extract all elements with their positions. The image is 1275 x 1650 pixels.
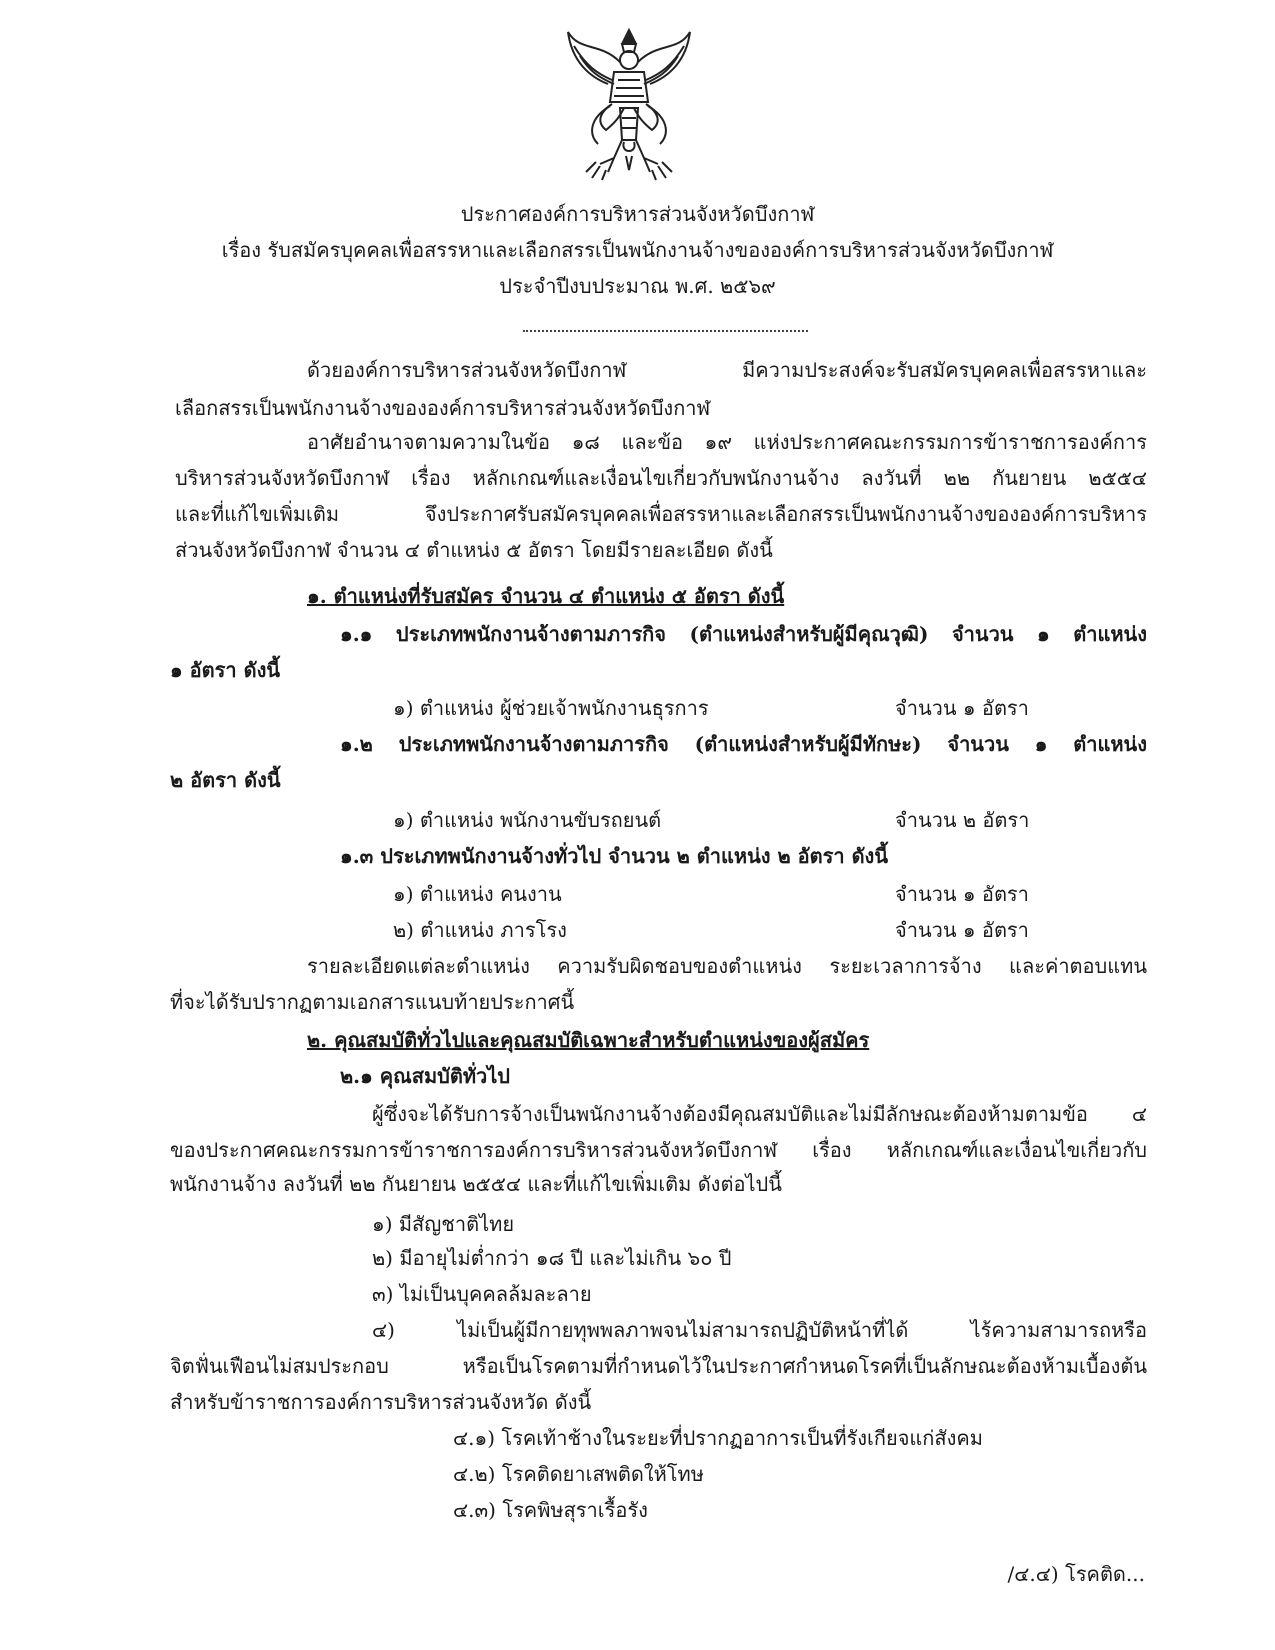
details-line2: ที่จะได้รับปรากฏตามเอกสารแนบท้ายประกาศนี้ <box>170 990 575 1014</box>
continued-marker: /๔.๔) โรคติด... <box>1007 1562 1145 1586</box>
section1-heading: ๑. ตำแหน่งที่รับสมัคร จำนวน ๔ ตำแหน่ง ๕ อัตรา ดังนี้ <box>307 584 785 608</box>
qualification-1: ๑) มีสัญชาติไทย <box>372 1212 515 1236</box>
position-driver-count: จำนวน ๒ อัตรา <box>895 808 1030 832</box>
section1-2-line1: ๑.๒ ประเภทพนักงานจ้างตามภารกิจ (ตำแหน่งสำหรับผู้มีทักษะ) จำนวน ๑ ตำแหน่ง <box>340 732 1147 756</box>
intro-p2-line3: และที่แก้ไขเพิ่มเติม จึงประกาศรับสมัครบุคคลเพื่อสรรหาและเลือกสรรเป็นพนักงานจ้างขององค์การบริหาร <box>175 502 1147 526</box>
section1-3-line1: ๑.๓ ประเภทพนักงานจ้างทั่วไป จำนวน ๒ ตำแหน่ง ๒ อัตรา ดังนี้ <box>340 844 888 868</box>
section1-1-line1: ๑.๑ ประเภทพนักงานจ้างตามภารกิจ (ตำแหน่งสำหรับผู้มีคุณวุฒิ) จำนวน ๑ ตำแหน่ง <box>340 622 1147 646</box>
announcement-subject: เรื่อง รับสมัครบุคคลเพื่อสรรหาและเลือกสรรเป็นพนักงานจ้างขององค์การบริหารส่วนจังหวัดบึงกาฬ <box>221 238 1054 262</box>
garuda-emblem-icon <box>560 22 698 184</box>
position-janitor: ๒) ตำแหน่ง ภารโรง <box>393 918 567 942</box>
section1-2-line2: ๒ อัตรา ดังนี้ <box>170 768 281 792</box>
section2-1-line1: ผู้ซึ่งจะได้รับการจ้างเป็นพนักงานจ้างต้องมีคุณสมบัติและไม่มีลักษณะต้องห้ามตามข้อ ๔ <box>372 1102 1147 1126</box>
disease-1: ๔.๑) โรคเท้าช้างในระยะที่ปรากฏอาการเป็นที่รังเกียจแก่สังคม <box>453 1426 983 1450</box>
intro-p1-line2: เลือกสรรเป็นพนักงานจ้างขององค์การบริหารส่วนจังหวัดบึงกาฬ <box>175 396 711 420</box>
qualification-4-line1: ๔) ไม่เป็นผู้มีกายทุพพลภาพจนไม่สามารถปฏิบัติหน้าที่ได้ ไร้ความสามารถหรือ <box>372 1318 1147 1342</box>
qualification-4-line3: สำหรับข้าราชการองค์การบริหารส่วนจังหวัด ดังนี้ <box>170 1390 592 1414</box>
intro-p1-line1: ด้วยองค์การบริหารส่วนจังหวัดบึงกาฬ มีความประสงค์จะรับสมัครบุคคลเพื่อสรรหาและ <box>307 358 1147 382</box>
position-admin-assistant-count: จำนวน ๑ อัตรา <box>895 696 1029 720</box>
position-worker-count: จำนวน ๑ อัตรา <box>895 882 1029 906</box>
section2-1-heading: ๒.๑ คุณสมบัติทั่วไป <box>340 1064 510 1088</box>
position-worker: ๑) ตำแหน่ง คนงาน <box>393 882 562 906</box>
fiscal-year: ประจำปีงบประมาณ พ.ศ. ๒๕๖๙ <box>499 274 776 298</box>
qualification-2: ๒) มีอายุไม่ต่ำกว่า ๑๘ ปี และไม่เกิน ๖๐ ปี <box>372 1246 732 1270</box>
position-admin-assistant: ๑) ตำแหน่ง ผู้ช่วยเจ้าพนักงานธุรการ <box>393 696 709 720</box>
section2-1-line3: พนักงานจ้าง ลงวันที่ ๒๒ กันยายน ๒๕๕๔ และที่แก้ไขเพิ่มเติม ดังต่อไปนี้ <box>170 1172 782 1196</box>
qualification-3: ๓) ไม่เป็นบุคคลล้มละลาย <box>372 1282 592 1306</box>
qualification-4-line2: จิตฟั่นเฟือนไม่สมประกอบ หรือเป็นโรคตามที่กำหนดไว้ในประกาศกำหนดโรคที่เป็นลักษณะต้องห้ามเบื้องต้น <box>170 1354 1147 1378</box>
details-line1: รายละเอียดแต่ละตำแหน่ง ความรับผิดชอบของตำแหน่ง ระยะเวลาการจ้าง และค่าตอบแทน <box>307 954 1147 978</box>
disease-3: ๔.๓) โรคพิษสุราเรื้อรัง <box>453 1498 648 1522</box>
section2-1-line2: ของประกาศคณะกรรมการข้าราชการองค์การบริหารส่วนจังหวัดบึงกาฬ เรื่อง หลักเกณฑ์และเงื่อนไขเกี่ยวกับ <box>170 1138 1147 1162</box>
section1-1-line2: ๑ อัตรา ดังนี้ <box>170 658 281 682</box>
intro-p2-line4: ส่วนจังหวัดบึงกาฬ จำนวน ๔ ตำแหน่ง ๕ อัตรา โดยมีรายละเอียด ดังนี้ <box>175 538 773 562</box>
intro-p2-line2: บริหารส่วนจังหวัดบึงกาฬ เรื่อง หลักเกณฑ์และเงื่อนไขเกี่ยวกับพนักงานจ้าง ลงวันที่ ๒๒ กันยายน ๒๕๕๔ <box>175 466 1147 490</box>
section2-heading: ๒. คุณสมบัติทั่วไปและคุณสมบัติเฉพาะสำหรับตำแหน่งของผู้สมัคร <box>307 1028 870 1052</box>
intro-p2-line1: อาศัยอำนาจตามความในข้อ ๑๘ และข้อ ๑๙ แห่งประกาศคณะกรรมการข้าราชการองค์การ <box>307 430 1147 454</box>
disease-2: ๔.๒) โรคติดยาเสพติดให้โทษ <box>453 1462 704 1486</box>
position-janitor-count: จำนวน ๑ อัตรา <box>895 918 1029 942</box>
separator-dots <box>523 330 808 332</box>
position-driver: ๑) ตำแหน่ง พนักงานขับรถยนต์ <box>393 808 662 832</box>
announcement-title: ประกาศองค์การบริหารส่วนจังหวัดบึงกาฬ <box>460 202 815 226</box>
